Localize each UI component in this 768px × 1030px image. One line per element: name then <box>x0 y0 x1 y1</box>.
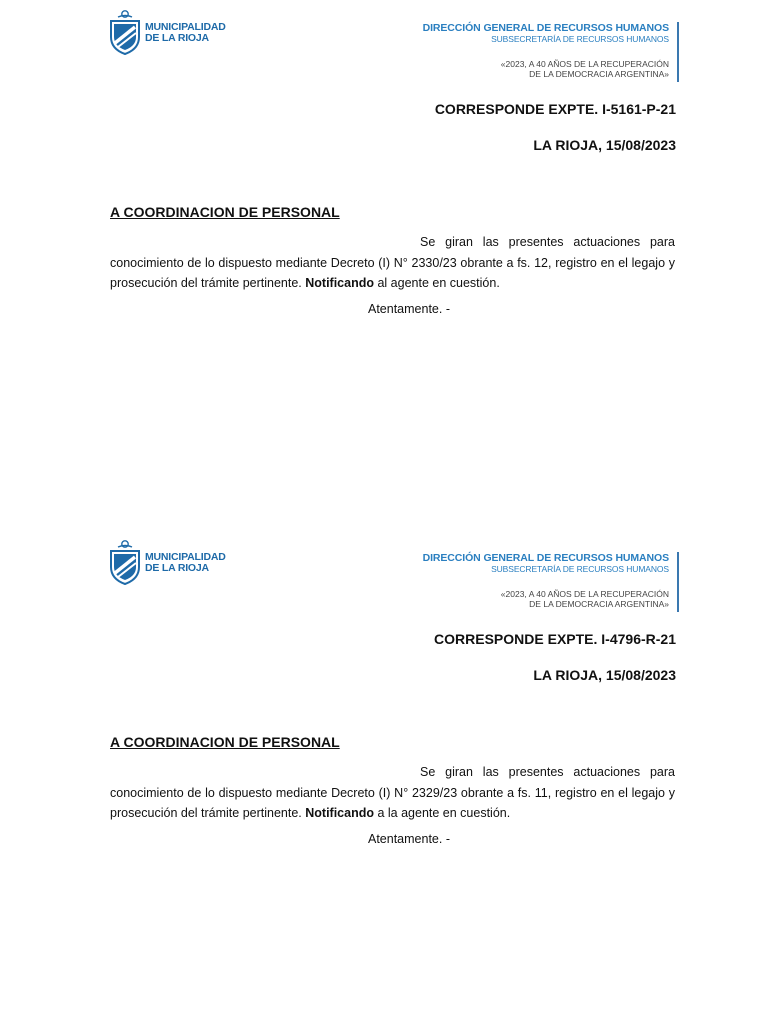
letterhead <box>399 552 679 612</box>
logo-wordmark <box>145 22 226 44</box>
letterhead-motto <box>399 59 669 79</box>
logo-line-2: DE LA RIOJA <box>145 562 209 574</box>
body-paragraph <box>110 232 675 294</box>
logo-line-1: MUNICIPALIDAD <box>145 551 226 563</box>
municipal-seal-icon <box>109 9 141 55</box>
closing-line: Atentamente. - <box>368 302 450 316</box>
municipal-logo <box>109 539 239 587</box>
motto-line-1: «2023, A 40 AÑOS DE LA RECUPERACIÓN <box>500 589 669 599</box>
body-text-bold: Notificando <box>305 276 374 290</box>
motto-line-2: DE LA DEMOCRACIA ARGENTINA» <box>529 599 669 609</box>
motto-line-1: «2023, A 40 AÑOS DE LA RECUPERACIÓN <box>500 59 669 69</box>
expediente-reference: CORRESPONDE EXPTE. I-4796-R-21 <box>434 631 676 647</box>
recipient-heading: A COORDINACION DE PERSONAL <box>110 204 340 220</box>
body-text-bold: Notificando <box>305 806 374 820</box>
letterhead <box>399 22 679 82</box>
expediente-reference: CORRESPONDE EXPTE. I-5161-P-21 <box>434 101 676 117</box>
body-text-part-1: Se giran las presentes actuaciones para conocimiento de lo dispuesto mediante Decreto (I) N° 2330/23 obrante a fs. 12, registro en el legajo y prosecución del trámite pertinente. <box>110 235 675 290</box>
letterhead-title: DIRECCIÓN GENERAL DE RECURSOS HUMANOS <box>422 552 669 564</box>
body-text-part-2: al agente en cuestión. <box>374 276 500 290</box>
body-text-part-1: Se giran las presentes actuaciones para conocimiento de lo dispuesto mediante Decreto (I) N° 2329/23 obrante a fs. 11, registro en el legajo y prosecución del trámite pertinente. <box>110 765 675 820</box>
logo-line-2: DE LA RIOJA <box>145 32 209 44</box>
body-text-part-2: a la agente en cuestión. <box>374 806 511 820</box>
document-date: LA RIOJA, 15/08/2023 <box>533 137 676 153</box>
memo-page-1 <box>0 0 768 500</box>
logo-wordmark <box>145 552 226 574</box>
memo-page-2 <box>0 530 768 1030</box>
municipal-seal-icon <box>109 539 141 585</box>
motto-line-2: DE LA DEMOCRACIA ARGENTINA» <box>529 69 669 79</box>
body-paragraph <box>110 762 675 824</box>
closing-line: Atentamente. - <box>368 832 450 846</box>
letterhead-subtitle: SUBSECRETARÍA DE RECURSOS HUMANOS <box>491 34 669 44</box>
logo-line-1: MUNICIPALIDAD <box>145 21 226 33</box>
recipient-heading: A COORDINACION DE PERSONAL <box>110 734 340 750</box>
letterhead-subtitle: SUBSECRETARÍA DE RECURSOS HUMANOS <box>491 564 669 574</box>
letterhead-title: DIRECCIÓN GENERAL DE RECURSOS HUMANOS <box>422 22 669 34</box>
document-date: LA RIOJA, 15/08/2023 <box>533 667 676 683</box>
letterhead-motto <box>399 589 669 609</box>
municipal-logo <box>109 9 239 57</box>
